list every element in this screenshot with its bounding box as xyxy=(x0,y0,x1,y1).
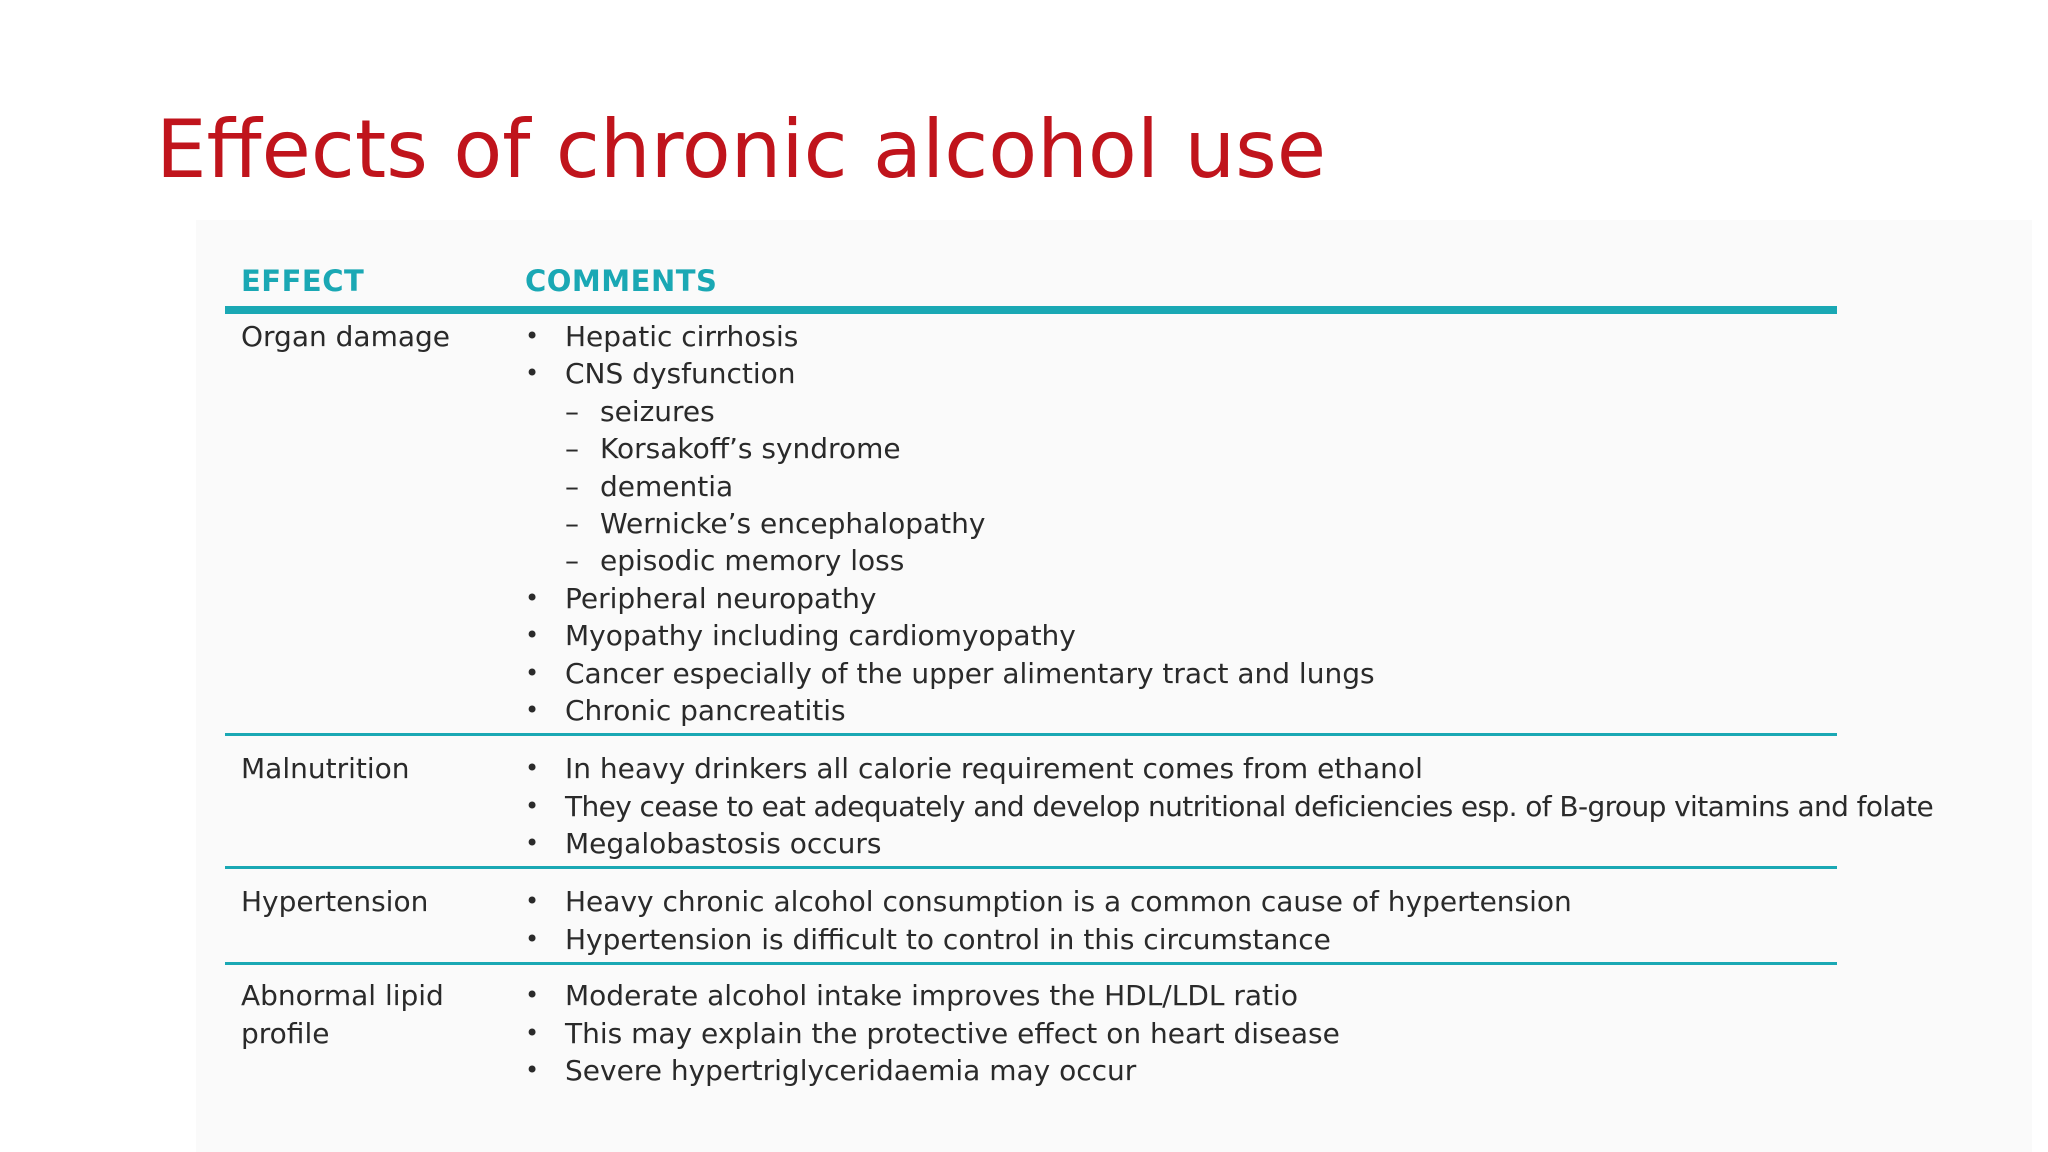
list-item xyxy=(525,921,1837,958)
comment-text: This may explain the protective effect on heart disease xyxy=(565,1016,1340,1050)
comment-text: Wernicke’s encephalopathy xyxy=(600,506,986,540)
bullet-marker: • xyxy=(525,887,540,916)
table-row xyxy=(225,314,1837,736)
comment-text: In heavy drinkers all calorie requirement comes from ethanol xyxy=(565,752,1423,786)
dash-marker: – xyxy=(565,544,579,578)
sub-list-item xyxy=(525,468,1837,505)
comment-text: episodic memory loss xyxy=(600,544,905,578)
list-item xyxy=(525,1052,1837,1089)
table-row xyxy=(225,736,1934,869)
comment-text: Heavy chronic alcohol consumption is a common cause of hypertension xyxy=(565,885,1572,919)
list-item xyxy=(525,750,1837,787)
bullet-marker: • xyxy=(525,924,540,953)
effects-table xyxy=(225,260,1934,1097)
bullet-marker: • xyxy=(525,754,540,783)
comment-text: dementia xyxy=(600,469,734,503)
bullet-marker: • xyxy=(525,791,540,820)
list-item xyxy=(525,883,1837,920)
comment-text: Hypertension is difficult to control in this circumstance xyxy=(565,922,1331,956)
comments-cell xyxy=(525,750,1934,862)
list-item xyxy=(525,825,1837,862)
comment-text: CNS dysfunction xyxy=(565,357,796,391)
effect-cell: Organ damage xyxy=(241,320,451,353)
slide-title: Effects of chronic alcohol use xyxy=(156,103,1327,196)
bullet-marker: • xyxy=(525,695,540,724)
comment-text: Hepatic cirrhosis xyxy=(565,320,799,353)
list-item xyxy=(525,617,1837,654)
dash-marker: – xyxy=(565,394,579,428)
comment-text: Megalobastosis occurs xyxy=(565,827,882,861)
comment-text: Peripheral neuropathy xyxy=(565,581,877,615)
bullet-marker: • xyxy=(525,621,540,650)
bullet-marker: • xyxy=(525,981,540,1010)
dash-marker: – xyxy=(565,432,579,466)
bullet-marker: • xyxy=(525,658,540,687)
list-item xyxy=(525,655,1837,692)
comment-text: seizures xyxy=(600,394,715,428)
list-item xyxy=(525,318,1837,355)
comments-column-header: COMMENTS xyxy=(525,264,718,298)
dash-marker: – xyxy=(565,506,579,540)
bullet-marker: • xyxy=(525,1056,540,1085)
comment-text: Severe hypertriglyceridaemia may occur xyxy=(565,1054,1137,1088)
bullet-marker: • xyxy=(525,1018,540,1047)
comment-text: Chronic pancreatitis xyxy=(565,693,846,727)
list-item xyxy=(525,788,1934,825)
effect-column-header: EFFECT xyxy=(241,264,365,298)
comments-cell xyxy=(525,883,1837,958)
sub-list-item xyxy=(525,430,1837,467)
effect-cell: Malnutrition xyxy=(241,752,410,786)
comment-text: Cancer especially of the upper alimentary tract and lungs xyxy=(565,656,1375,690)
bullet-marker: • xyxy=(525,829,540,858)
comments-cell xyxy=(525,977,1837,1089)
table-header xyxy=(225,260,1837,314)
bullet-marker: • xyxy=(525,359,540,388)
table-row xyxy=(225,965,1837,1097)
comments-cell xyxy=(525,318,1837,729)
list-item xyxy=(525,977,1837,1014)
sub-list-item xyxy=(525,505,1837,542)
effect-cell: Hypertension xyxy=(241,885,429,919)
comment-text: They cease to eat adequately and develop nutritional deficiencies esp. of B-group vitamins and folate xyxy=(565,789,1934,823)
table-row xyxy=(225,869,1837,965)
comment-text: Korsakoff’s syndrome xyxy=(600,432,901,466)
sub-list-item xyxy=(525,393,1837,430)
comment-text: Moderate alcohol intake improves the HDL/LDL ratio xyxy=(565,979,1298,1013)
dash-marker: – xyxy=(565,469,579,503)
list-item xyxy=(525,355,1837,392)
list-item xyxy=(525,580,1837,617)
table-body xyxy=(225,314,1934,1097)
effect-cell: Abnormal lipid profile xyxy=(241,979,444,1051)
comment-text: Myopathy including cardiomyopathy xyxy=(565,619,1076,653)
list-item xyxy=(525,1015,1837,1052)
bullet-marker: • xyxy=(525,583,540,612)
list-item xyxy=(525,692,1837,729)
bullet-marker: • xyxy=(525,322,540,350)
sub-list-item xyxy=(525,542,1837,579)
